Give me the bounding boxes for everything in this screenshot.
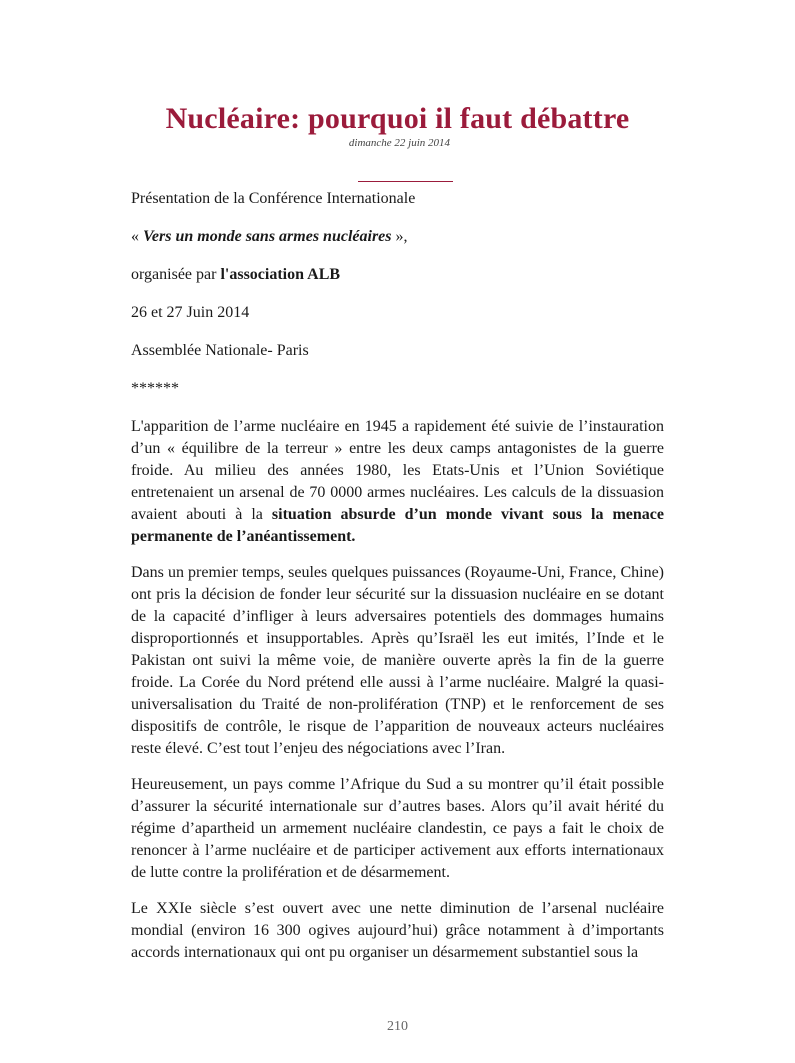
paragraph-1 <box>131 416 664 548</box>
conference-venue: Assemblée Nationale- Paris <box>131 342 309 359</box>
page-number: 210 <box>387 1019 408 1034</box>
section-separator: ****** <box>131 380 179 397</box>
organiser-line <box>131 264 664 286</box>
article-body <box>131 188 664 964</box>
quote-close: », <box>391 228 408 245</box>
paragraph-1-text: L'apparition de l’arme nucléaire en 1945 a rapidement été suivie de l’instauration d’un « équilibre de la terreur » entre les deux camps antagonistes de la guerre froide. Au milieu des années 1980, les Etats-Unis et l’Union Soviétique entretenaient un arsenal de 70 0000 armes nucléaires. Les calculs de la dissuasion avaient abouti à la <box>131 418 664 523</box>
paragraph-1-emphasis: situation absurde d’un monde vivant sous la menace permanente de l’anéantissement. <box>131 506 664 545</box>
conference-title-line <box>131 226 664 248</box>
paragraph-3: Heureusement, un pays comme l’Afrique du Sud a su montrer qu’il était possible d’assurer la sécurité internationale sur d’autres bases. Alors qu’il avait hérité du régime d’apartheid un armement nucléaire clandestin, ce pays a fait le choix de renoncer à l’arme nucléaire et de participer activement aux efforts internationaux de lutte contre la prolifération et de désarmement. <box>131 776 664 881</box>
publication-date: dimanche 22 juin 2014 <box>348 137 451 149</box>
title-divider <box>358 181 453 182</box>
page-title: Nucléaire: pourquoi il faut débattre <box>165 102 630 135</box>
organiser-name: l'association ALB <box>220 266 341 283</box>
organiser-prefix: organisée par <box>131 266 221 283</box>
conference-title: Vers un monde sans armes nucléaires <box>143 228 392 245</box>
paragraph-2: Dans un premier temps, seules quelques puissances (Royaume-Uni, France, Chine) ont pris la décision de fonder leur sécurité sur la dissuasion nucléaire en se dotant de la capacité d’infliger à leurs adversaires potentiels des dommages humains disproportionnés et insupportables. Après qu’Israël les eut imités, l’Inde et le Pakistan ont suivi la même voie, de manière ouverte après la fin de la guerre froide. La Corée du Nord prétend elle aussi à l’arme nucléaire. Malgré la quasi-universalisation du Traité de non-prolifération (TNP) et le renforcement de ses dispositifs de contrôle, le risque de l’apparition de nouveaux acteurs nucléaires reste élevé. C’est tout l’enjeu des négociations avec l’Iran. <box>131 564 664 757</box>
presentation-line: Présentation de la Conférence Internationale <box>131 190 416 207</box>
quote-open: « <box>131 228 143 245</box>
paragraph-4: Le XXIe siècle s’est ouvert avec une nette diminution de l’arsenal nucléaire mondial (environ 16 300 ogives aujourd’hui) grâce notamment à d’importants accords internationaux qui ont pu organiser un désarmement substantiel sous la <box>131 900 664 961</box>
conference-dates: 26 et 27 Juin 2014 <box>131 304 250 321</box>
